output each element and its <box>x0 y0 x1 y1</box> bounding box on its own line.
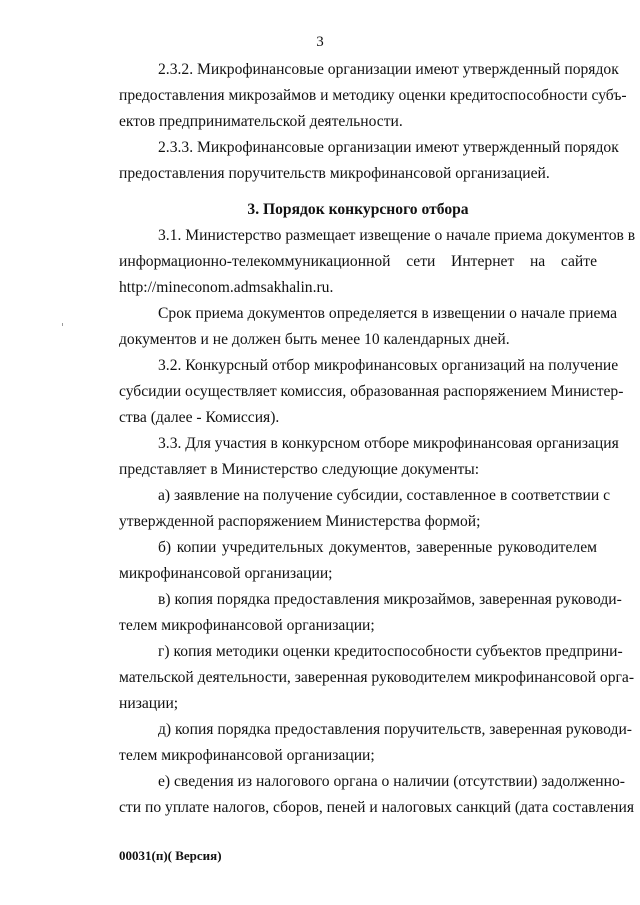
document-body <box>119 57 636 821</box>
section-spacer <box>119 187 597 197</box>
text-line: представляет в Министерство следующие документы: <box>119 461 480 478</box>
text-line: ства (далее - Комиссия). <box>119 409 280 426</box>
text-line: е) сведения из налогового органа о наличии (отсутствии) задолженно- <box>158 773 625 790</box>
text-line: телем микрофинансовой организации; <box>119 747 375 764</box>
text-line: Срок приема документов определяется в извещении о начале приема <box>158 305 618 322</box>
text-line: субсидии осуществляет комиссия, образованная распоряжением Министер- <box>119 383 624 400</box>
text-line: 3.2. Конкурсный отбор микрофинансовых организаций на получение <box>158 357 619 374</box>
text-line: д) копия порядка предоставления поручительств, заверенная руководи- <box>158 721 632 738</box>
text-line: http://mineconom.admsakhalin.ru. <box>119 279 334 296</box>
text-line: телем микрофинансовой организации; <box>119 617 375 634</box>
scan-margin-mark <box>62 323 63 326</box>
text-line: 3.1. Министерство размещает извещение о начале приема документов в <box>158 227 636 244</box>
text-line: 2.3.2. Микрофинансовые организации имеют утвержденный порядок <box>158 61 619 78</box>
text-line: информационно-телекоммуникационной сети Интернет на сайте <box>119 253 597 270</box>
text-line: предоставления микрозаймов и методику оценки кредитоспособности субъ- <box>119 87 627 104</box>
section-heading: 3. Порядок конкурсного отбора <box>247 201 469 218</box>
text-line: низации; <box>119 695 179 712</box>
text-line: предоставления поручительств микрофинансовой организацией. <box>119 165 550 182</box>
text-line: ектов предпринимательской деятельности. <box>119 113 403 130</box>
text-line: документов и не должен быть менее 10 календарных дней. <box>119 331 510 348</box>
text-line: г) копия методики оценки кредитоспособности субъектов предприни- <box>158 643 623 660</box>
text-line: а) заявление на получение субсидии, составленное в соответствии с <box>158 487 611 504</box>
text-line: б) копии учредительных документов, заверенные руководителем <box>158 539 597 556</box>
text-line: утвержденной распоряжением Министерства формой; <box>119 513 481 530</box>
document-footer <box>119 848 222 864</box>
text-line: в) копия порядка предоставления микрозаймов, заверенная руководи- <box>158 591 622 608</box>
footer-code: 00031(п)( Версия) <box>119 848 222 863</box>
text-line: 2.3.3. Микрофинансовые организации имеют утвержденный порядок <box>158 139 619 156</box>
text-line: 3.3. Для участия в конкурсном отборе микрофинансовая организация <box>158 435 619 452</box>
text-line: сти по уплате налогов, сборов, пеней и налоговых санкций (дата составления <box>119 799 635 816</box>
text-line: микрофинансовой организации; <box>119 565 333 582</box>
page-number: 3 <box>316 34 324 50</box>
text-line: мательской деятельности, заверенная руководителем микрофинансовой орга- <box>119 669 635 686</box>
